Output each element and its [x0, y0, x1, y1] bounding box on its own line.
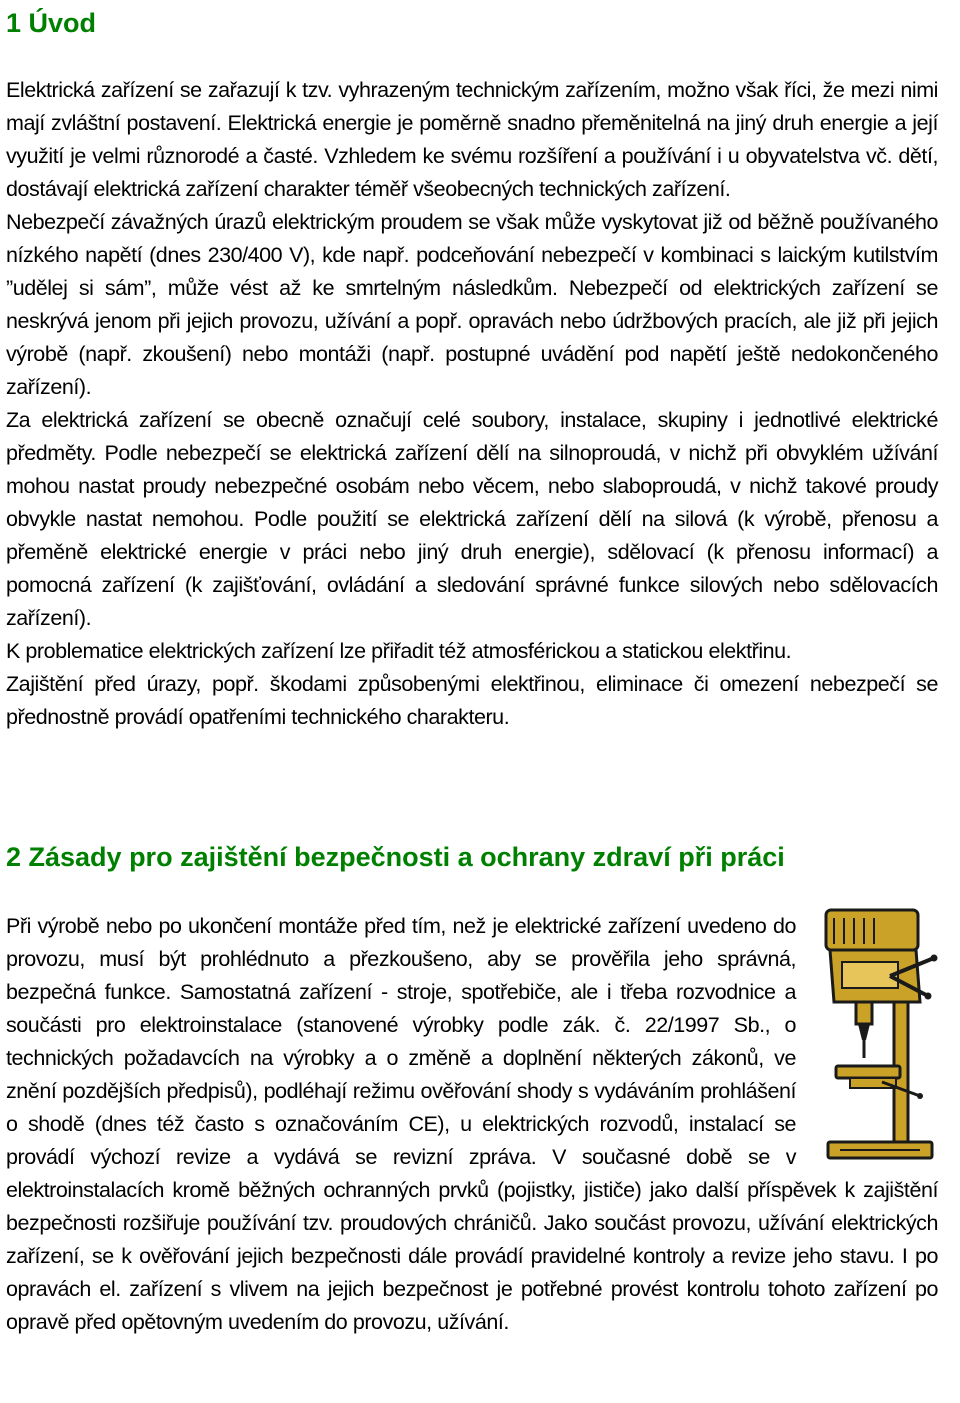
section-1-paragraph: Elektrická zařízení se zařazují k tzv. vyhrazeným technickým zařízením, možno však říci, že mezi nimi mají zvláštní postavení. Elektrická energie je poměrně snadno přeměnitelná na jiný druh energie a její využití je velmi různorodé a časté. Vzhledem ke svému rozšíření a používání i u obyvatelstva vč. dětí, dostávají elektrická zařízení charakter téměř všeobecných technických zařízení.: [6, 78, 938, 201]
section-1-body: [6, 74, 938, 734]
section-1-paragraph: Nebezpečí závažných úrazů elektrickým proudem se však může vyskytovat již od běžně používaného nízkého napětí (dnes 230/400 V), kde např. podceňování nebezpečí v kombinaci s laickým kutilstvím ”udělej si sám”, může vést až ke smrtelným následkům. Nebezpečí od elektrických zařízení se neskrývá jenom při jejich provozu, užívání a popř. opravách nebo údržbových pracích, ale již při jejich výrobě (např. zkoušení) nebo montáži (např. postupné uvádění pod napětí ještě nedokončeného zařízení).: [6, 210, 938, 399]
section-2-paragraph: Při výrobě nebo po ukončení montáže před tím, než je elektrické zařízení uvedeno do provozu, musí být prohlédnuto a přezkoušeno, aby se prověřila jeho správná, bezpečná funkce. Samostatná zařízení - stroje, spotřebiče, ale i třeba rozvodnice a součásti pro elektroinstalace (stanovené výrobky podle zák. č. 22/1997 Sb., o technických požadavcích na výrobky a o změně a doplnění některých zákonů, ve znění pozdějších předpisů), podléhají režimu ověřování shody s vydáváním prohlášení o shodě (dnes též často s označováním CE), u elektrických rozvodů, instalací se provádí výchozí revize a vydává se revizní zpráva. V současné době se v elektroinstalacích kromě běžných ochranných prvků (pojistky, jističe) jako další příspěvek k zajištění bezpečnosti rozšiřuje používání tzv. proudových chráničů. Jako součást provozu, užívání elektrických zařízení, se k ověřování jejich bezpečnosti dále provádí pravidelné kontroly a revize jeho stavu. I po opravách el. zařízení s vlivem na jejich bezpečnost je potřebné provést kontrolu tohoto zařízení po opravě před opětovným uvedením do provozu, užívání.: [6, 914, 938, 1334]
section-2-heading: 2 Zásady pro zajištění bezpečnosti a ochrany zdraví při práci: [6, 842, 785, 872]
drill-press-icon: [820, 906, 938, 1162]
section-1-paragraph: K problematice elektrických zařízení lze přiřadit též atmosférickou a statickou elektřinu.: [6, 639, 792, 663]
section-2-body: [6, 910, 938, 1339]
section-1-heading: 1 Úvod: [6, 8, 97, 38]
section-1-paragraph: Zajištění před úrazy, popř. škodami způsobenými elektřinou, eliminace či omezení nebezpečí se přednostně provádí opatřeními technického charakteru.: [6, 672, 938, 729]
section-1-paragraph: Za elektrická zařízení se obecně označují celé soubory, instalace, skupiny i jednotlivé elektrické předměty. Podle nebezpečí se elektrická zařízení dělí na silnoproudá, v nichž při obvyklém užívání mohou nastat proudy nebezpečné osobám nebo věcem, nebo slaboproudá, v nichž takové proudy obvykle nastat nemohou. Podle použití se elektrická zařízení dělí na silová (k výrobě, přenosu a přeměně elektrické energie v práci nebo jiný druh energie), sdělovací (k přenosu informací) a pomocná zařízení (k zajišťování, ovládání a sledování správné funkce silových nebo sdělovacích zařízení).: [6, 408, 938, 630]
